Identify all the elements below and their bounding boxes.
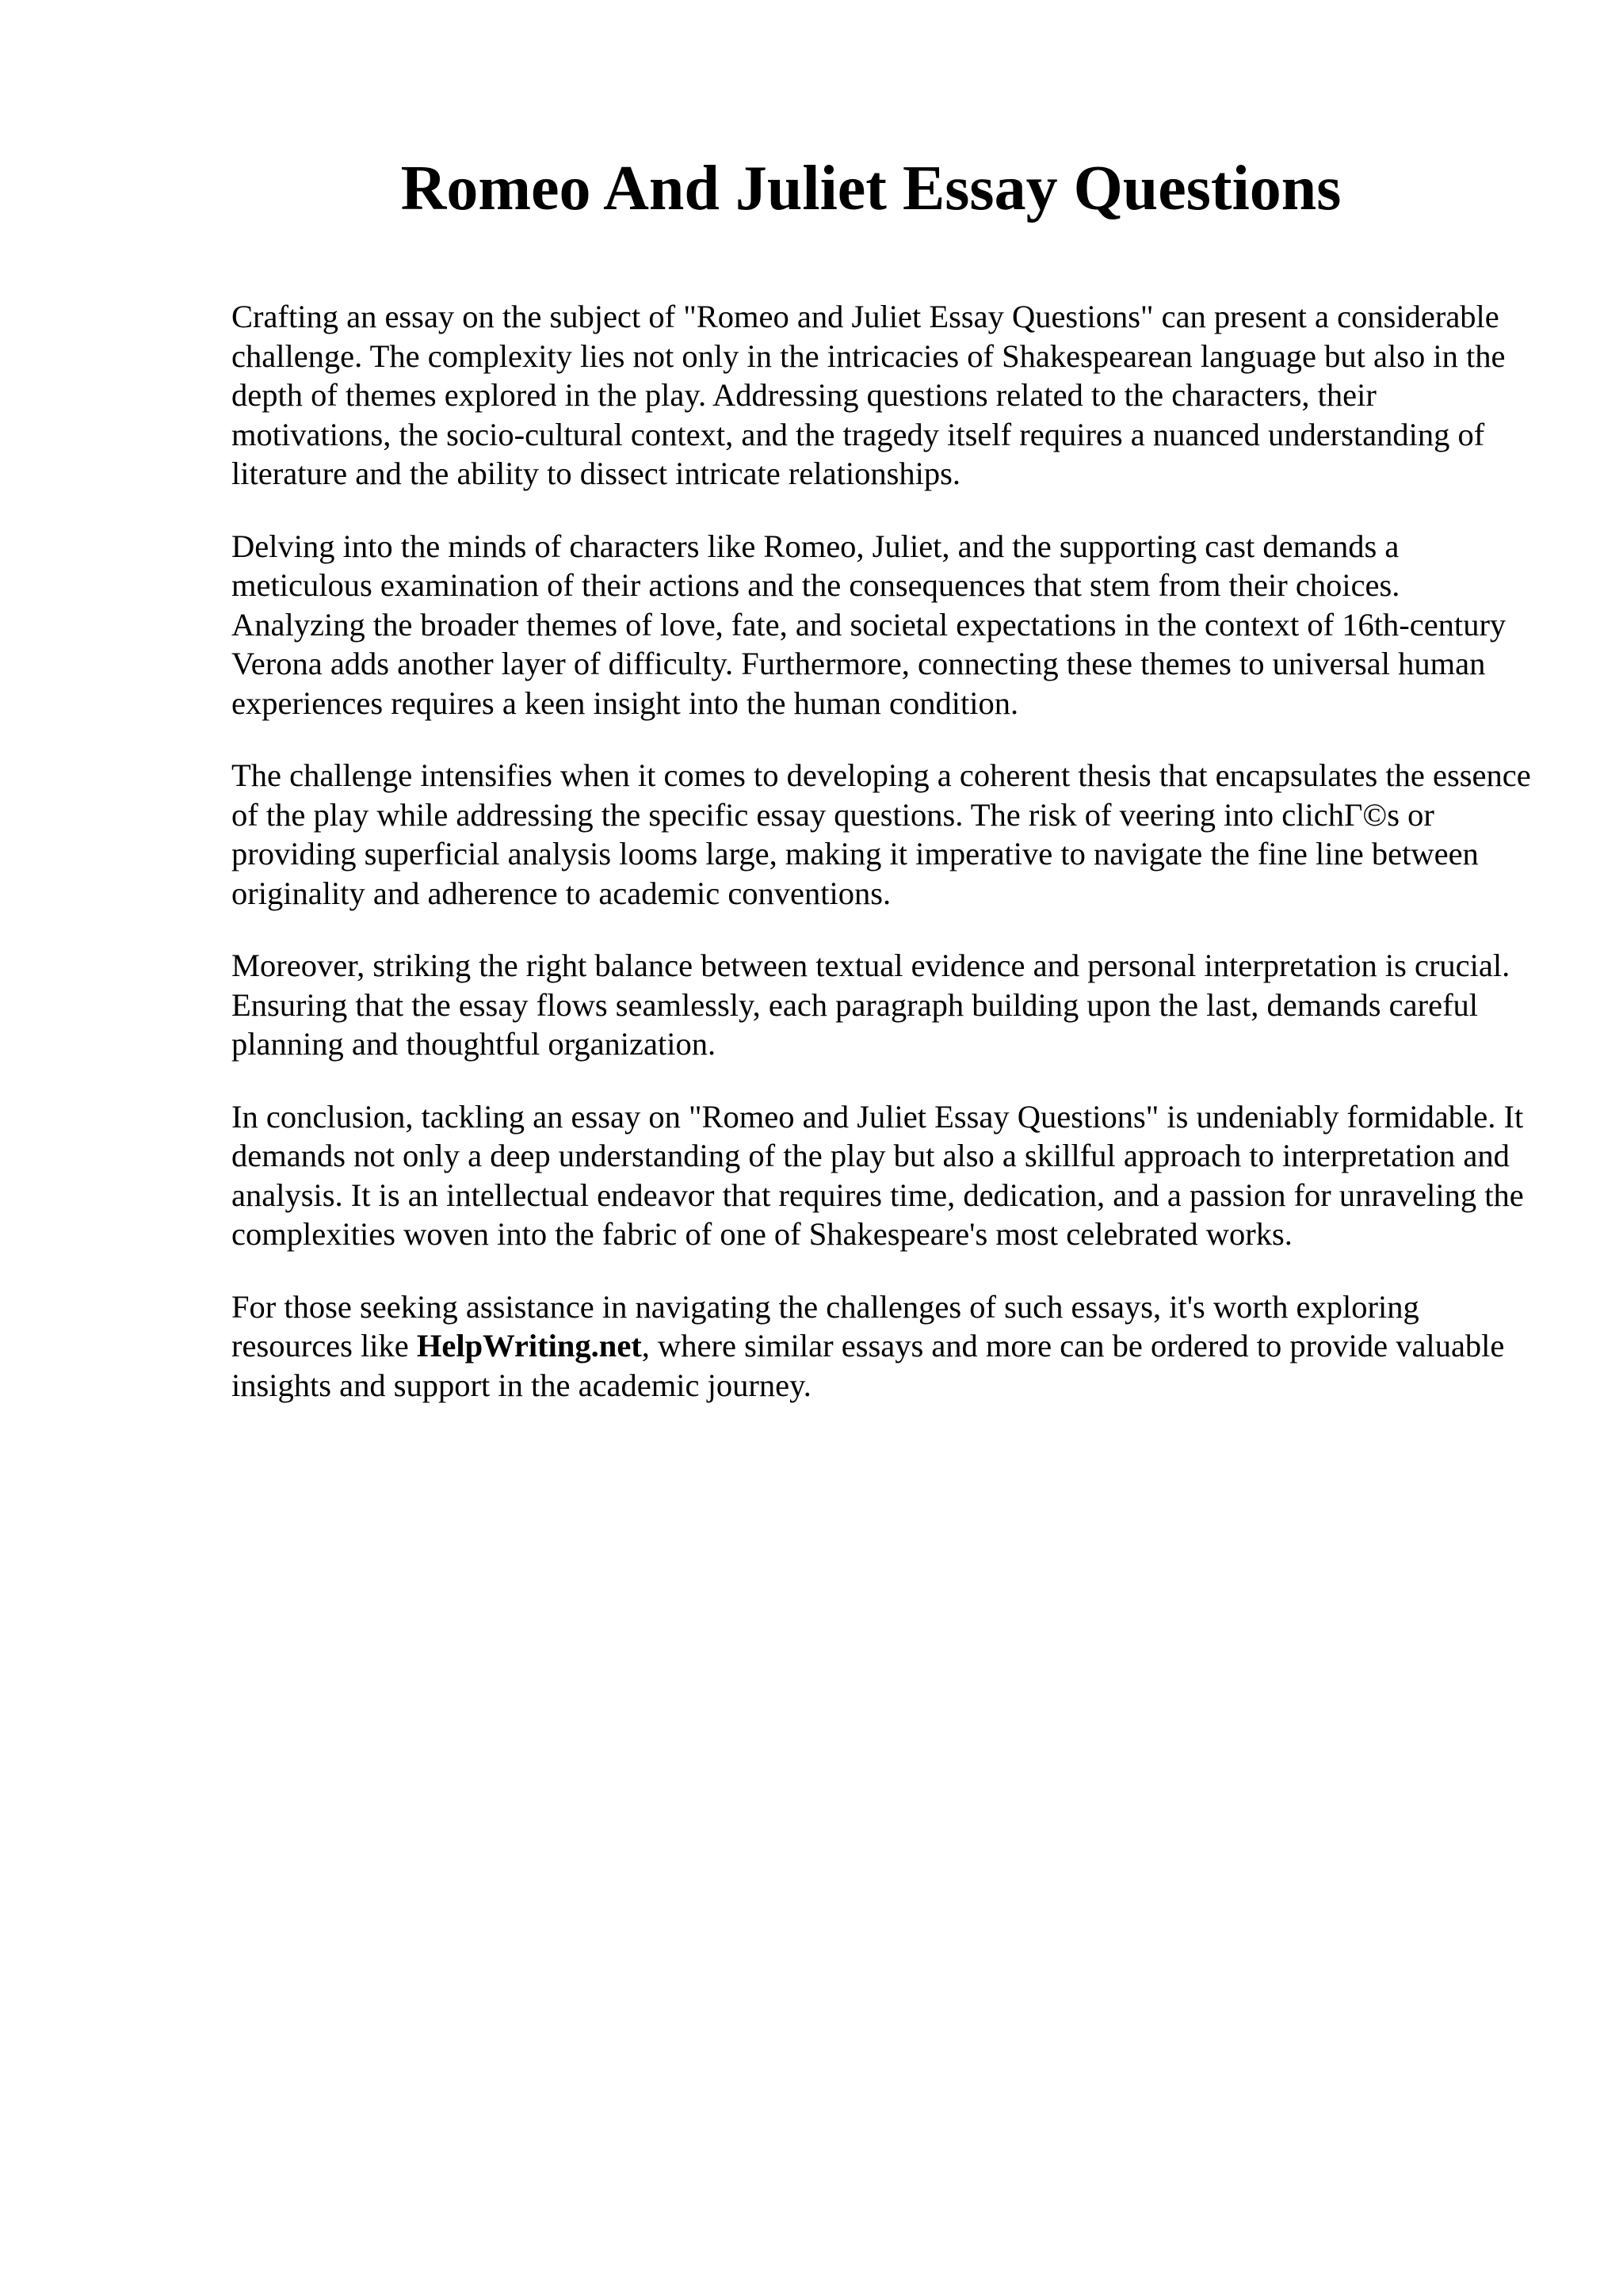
paragraph-6-text-after-link: , where similar essays and more can be ordered to provide valuable insights and support in the academic journey. — [231, 1328, 1505, 1403]
paragraph-4: Moreover, striking the right balance between textual evidence and personal interpretation is crucial. Ensuring that the essay flows seamlessly, each paragraph building upon the last, demands careful planning and thoughtful organization. — [231, 948, 1510, 1062]
paragraph-6-text-before-link: For those seeking assistance in navigating the challenges of such essays, it's worth exploring resources like — [231, 1288, 1419, 1363]
document-body — [231, 297, 1531, 1438]
helpwriting-link[interactable]: HelpWriting.net — [416, 1328, 642, 1363]
paragraph-2: Delving into the minds of characters like Romeo, Juliet, and the supporting cast demands a meticulous examination of their actions and the consequences that stem from their choices. Analyzing the broader themes of love, fate, and societal expectations in the context of 16th-century Verona adds another layer of difficulty. Furthermore, connecting these themes to universal human experiences requires a keen insight into the human condition. — [231, 528, 1507, 721]
page-title: Romeo And Juliet Essay Questions — [400, 154, 1342, 223]
paragraph-5: In conclusion, tackling an essay on "Romeo and Juliet Essay Questions" is undeniably formidable. It demands not only a deep understanding of the play but also a skillful approach to interpretation and analysis. It is an intellectual endeavor that requires time, dedication, and a passion for unraveling the complexities woven into the fabric of one of Shakespeare's most celebrated works. — [231, 1098, 1524, 1252]
paragraph-1: Crafting an essay on the subject of "Romeo and Juliet Essay Questions" can present a considerable challenge. The complexity lies not only in the intricacies of Shakespearean language but also in the depth of themes explored in the play. Addressing questions related to the characters, their motivations, the socio-cultural context, and the tragedy itself requires a nuanced understanding of literature and the ability to dissect intricate relationships. — [231, 299, 1506, 491]
paragraph-6 — [231, 1287, 1531, 1405]
paragraph-3: The challenge intensifies when it comes to developing a coherent thesis that encapsulates the essence of the play while addressing the specific essay questions. The risk of veering into clichГ©s or providing superficial analysis looms large, making it imperative to navigate the fine line between originality and adherence to academic conventions. — [231, 757, 1531, 911]
